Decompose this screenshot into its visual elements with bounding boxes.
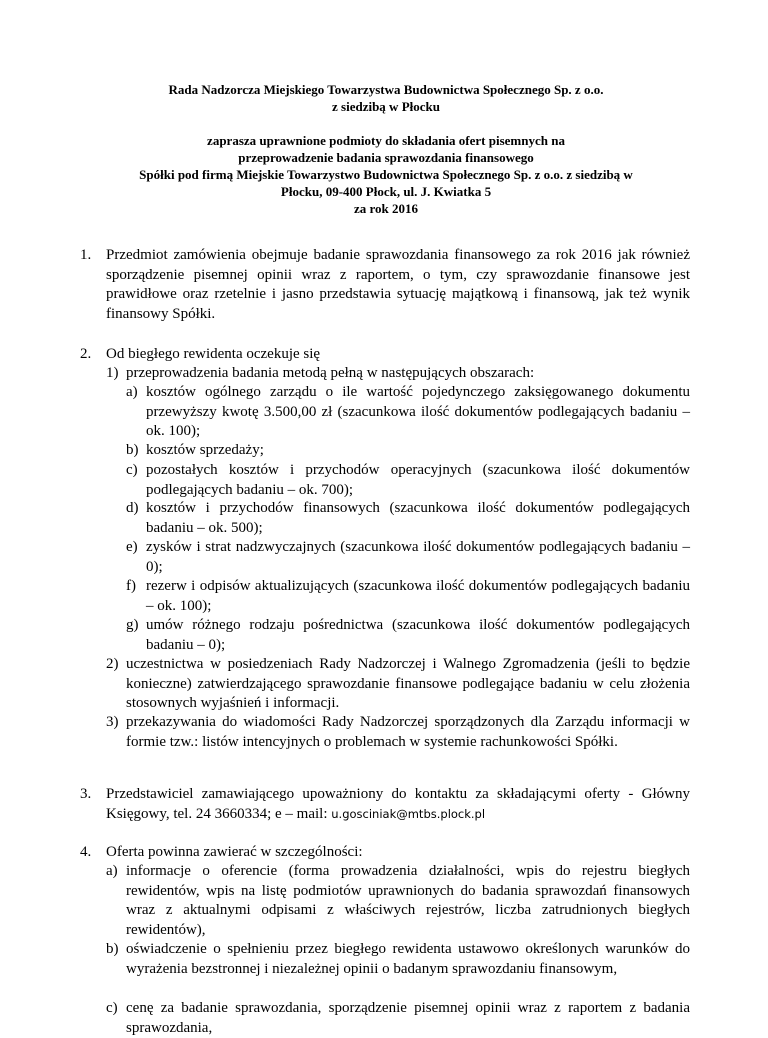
header-line-4: przeprowadzenie badania sprawozdania finansowego <box>238 150 534 165</box>
section-2-item-3 <box>106 713 690 752</box>
contact-email-link[interactable]: u.gosciniak@mtbs.plock.pl <box>331 806 486 821</box>
section-3-number: 3. <box>80 786 92 802</box>
header-line-2: z siedzibą w Płocku <box>332 99 440 114</box>
section-4 <box>80 843 690 863</box>
sub-item-text: kosztów sprzedaży; <box>146 442 264 458</box>
sub-item-text: kosztów ogólnego zarządu o ile wartość pojedynczego zaksięgowanego dokumentu przewyższy kwotę 3.500,00 zł (szacunkowa ilość dokumentów podlegających badaniu – ok. 100); <box>146 384 690 439</box>
sub-item-text: kosztów i przychodów finansowych (szacunkowa ilość dokumentów podlegających badaniu – ok. 500); <box>146 500 690 536</box>
section-1-text: Przedmiot zamówienia obejmuje badanie sprawozdania finansowego za rok 2016 jak również sporządzenie pisemnej opinii wraz z raportem, o tym, czy sprawozdanie finansowe jest prawidłowe oraz rzetelnie i jasno przedstawia sytuację majątkową i finansową, jak też wynik finansowy Spółki. <box>106 247 690 322</box>
section-2-item-1 <box>106 364 690 384</box>
sub-item-text: umów różnego rodzaju pośrednictwa (szacunkowa ilość dokumentów podlegających badaniu – 0); <box>146 617 690 653</box>
header-line-5: Spółki pod firmą Miejskie Towarzystwo Budownictwa Społecznego Sp. z o.o. z siedzibą w <box>139 167 633 182</box>
section-4-number: 4. <box>80 844 92 860</box>
header-line-3: zaprasza uprawnione podmioty do składania ofert pisemnych na <box>207 133 565 148</box>
sub-item-letter: g) <box>126 617 139 633</box>
sub-item-text: oświadczenie o spełnieniu przez biegłego rewidenta ustawowo określonych warunków do wyrażenia bezstronnej i niezależnej opinii o badanym sprawozdaniu finansowym, <box>126 941 690 977</box>
header-line-1: Rada Nadzorcza Miejskiego Towarzystwa Budownictwa Społecznego Sp. z o.o. <box>168 82 604 97</box>
sub-item-e <box>126 538 690 577</box>
item-text: przekazywania do wiadomości Rady Nadzorczej sporządzonych dla Zarządu informacji w formie tzw.: listów intencyjnych o problemach w systemie rachunkowości Spółki. <box>126 714 690 750</box>
section-4-text: Oferta powinna zawierać w szczególności: <box>106 844 363 860</box>
item-text: przeprowadzenia badania metodą pełną w następujących obszarach: <box>126 365 535 381</box>
sub-item-letter: c) <box>126 462 138 478</box>
sub-item-letter: e) <box>126 539 138 555</box>
sub-item-letter: c) <box>106 1000 118 1016</box>
item-number: 1) <box>106 365 119 381</box>
sub-item-f <box>126 577 690 616</box>
sub-item-text: zysków i strat nadzwyczajnych (szacunkowa ilość dokumentów podlegających badaniu – 0); <box>146 539 690 575</box>
header-line-7: za rok 2016 <box>353 201 419 216</box>
section-4-item-b <box>106 940 690 979</box>
sub-item-letter: a) <box>106 863 118 879</box>
item-text: uczestnictwa w posiedzeniach Rady Nadzorczej i Walnego Zgromadzenia (jeśli to będzie konieczne) zatwierdzającego sprawozdanie finansowe podlegające badaniu w celu złożenia stosownych wyjaśnień i informacji. <box>126 656 690 711</box>
sub-item-text: cenę za badanie sprawozdania, sporządzenie pisemnej opinii wraz z raportem z badania sprawozdania, <box>126 1000 690 1036</box>
section-1 <box>80 246 690 324</box>
sub-item-letter: b) <box>106 941 119 957</box>
section-4-item-c <box>106 999 690 1038</box>
sub-item-text: pozostałych kosztów i przychodów operacyjnych (szacunkowa ilość dokumentów podlegających badaniu – ok. 700); <box>146 462 690 498</box>
sub-item-letter: a) <box>126 384 138 400</box>
sub-item-c <box>126 461 690 500</box>
sub-item-letter: d) <box>126 500 139 516</box>
item-number: 3) <box>106 714 119 730</box>
section-3-text: Przedstawiciel zamawiającego upoważniony do kontaktu za składającymi oferty - Główny Księgowy, tel. 24 3660334; e – mail: <box>106 786 690 822</box>
section-3-text-wrapper <box>106 785 690 824</box>
item-number: 2) <box>106 656 119 672</box>
sub-item-b <box>126 441 690 461</box>
sub-item-text: rezerw i odpisów aktualizujących (szacunkowa ilość dokumentów podlegających badaniu – ok. 100); <box>146 578 690 614</box>
section-4-item-a <box>106 862 690 940</box>
sub-item-letter: b) <box>126 442 139 458</box>
sub-item-a <box>126 383 690 442</box>
header-line-6: Płocku, 09-400 Płock, ul. J. Kwiatka 5 <box>280 184 492 199</box>
section-2 <box>80 345 690 365</box>
sub-item-g <box>126 616 690 655</box>
section-3 <box>80 785 690 824</box>
sub-item-d <box>126 499 690 538</box>
section-2-item-2 <box>106 655 690 714</box>
section-2-text: Od biegłego rewidenta oczekuje się <box>106 346 321 362</box>
sub-item-letter: f) <box>126 578 136 594</box>
section-1-number: 1. <box>80 247 92 263</box>
sub-item-text: informacje o oferencie (forma prowadzenia działalności, wpis do rejestru biegłych rewidentów, wpis na listę podmiotów uprawnionych do badania sprawozdań finansowych wraz z aktualnymi odpisami z właściwych rejestrów, liczba zatrudnionych biegłych rewidentów), <box>126 863 690 938</box>
section-2-number: 2. <box>80 346 92 362</box>
document-header <box>80 81 692 217</box>
